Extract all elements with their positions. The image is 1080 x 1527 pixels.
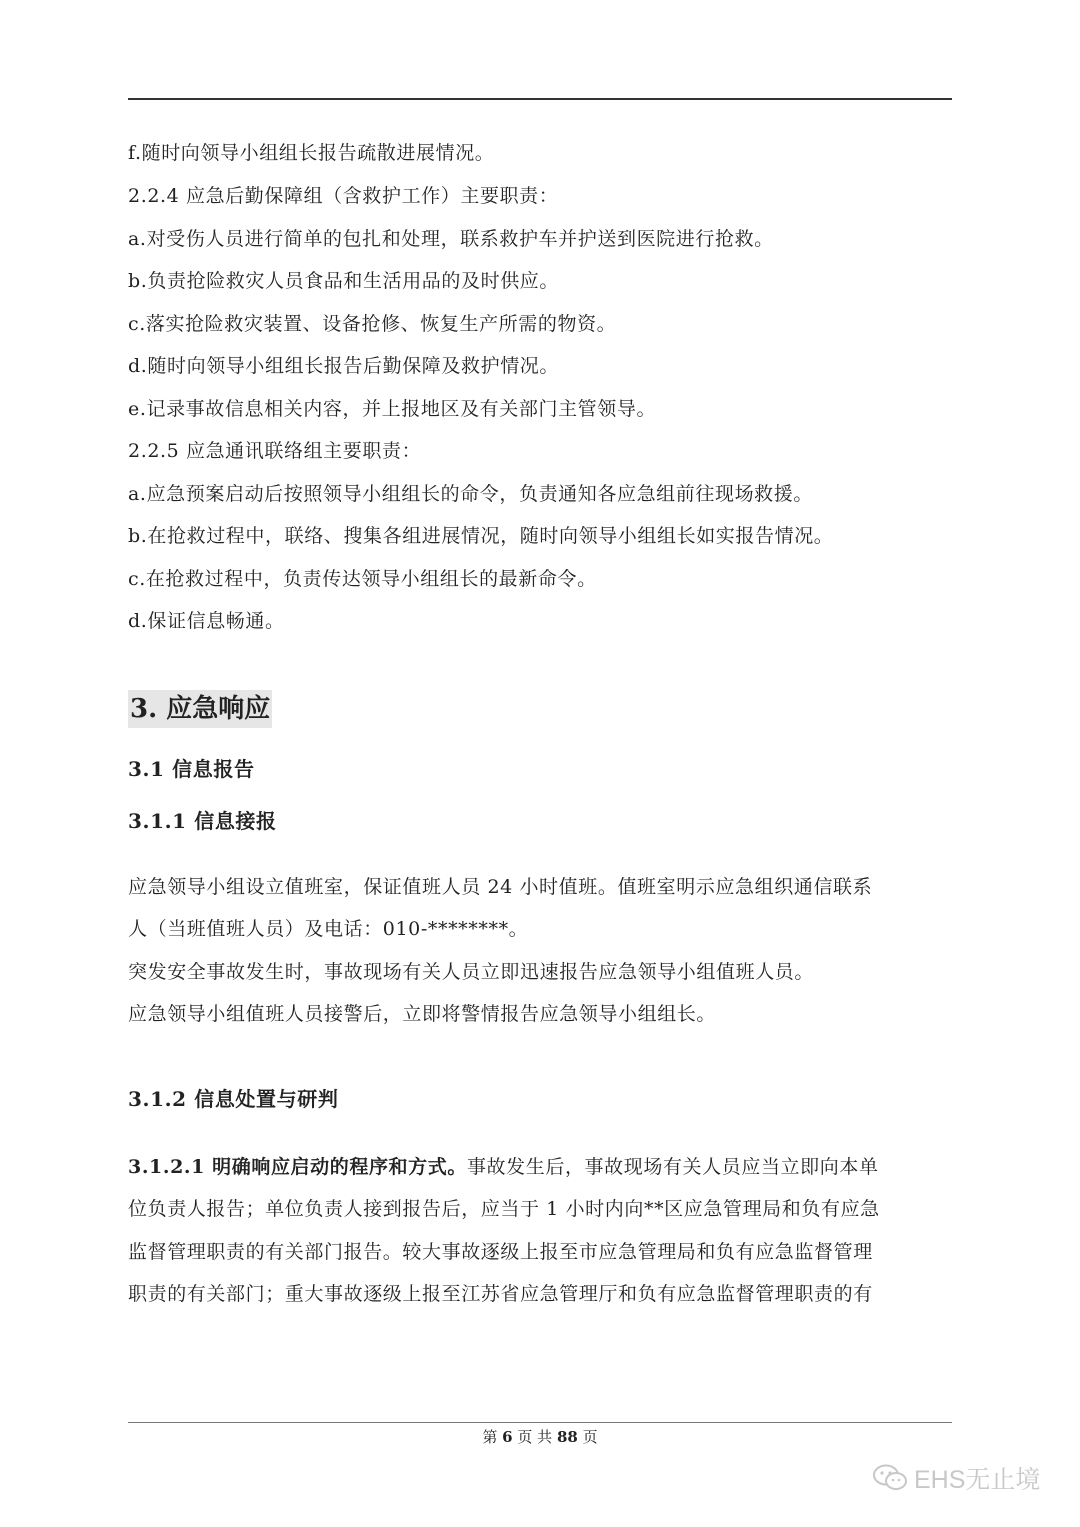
text-line: c.落实抢险救灾装置、设备抢修、恢复生产所需的物资。 xyxy=(128,313,617,335)
text-line: f.随时向领导小组组长报告疏散进展情况。 xyxy=(128,142,495,164)
paragraph-line: 应急领导小组设立值班室，保证值班人员 24 小时值班。值班室明示应急组织通信联系 xyxy=(128,876,873,898)
heading-3-1: 3.1 信息报告 xyxy=(128,757,255,781)
heading-3-1-1: 3.1.1 信息接报 xyxy=(128,809,277,833)
footer-middle: 页 共 xyxy=(517,1428,553,1446)
subheading-2-2-4: 2.2.4 应急后勤保障组（含救护工作）主要职责： xyxy=(128,185,559,207)
header-rule xyxy=(128,98,952,100)
watermark-text: EHS无止境 xyxy=(914,1466,1041,1494)
text-line: c.在抢救过程中，负责传达领导小组组长的最新命令。 xyxy=(128,568,597,590)
total-pages: 88 xyxy=(556,1428,578,1446)
paragraph-line: 应急领导小组值班人员接警后，立即将警情报告应急领导小组组长。 xyxy=(128,1003,717,1025)
inline-bold-heading: 3.1.2.1 明确响应启动的程序和方式。 xyxy=(128,1156,467,1178)
footer-rule xyxy=(128,1422,952,1423)
paragraph-line: 人（当班值班人员）及电话：010-********。 xyxy=(128,918,529,940)
footer-prefix: 第 xyxy=(482,1428,498,1446)
paragraph-line: 位负责人报告；单位负责人接到报告后，应当于 1 小时内向**区应急管理局和负有应急 xyxy=(128,1198,880,1220)
text-line: a.对受伤人员进行简单的包扎和处理，联系救护车并护送到医院进行抢救。 xyxy=(128,228,774,250)
wechat-icon xyxy=(872,1464,908,1492)
page-footer xyxy=(0,1426,1080,1448)
text-line: a.应急预案启动后按照领导小组组长的命令，负责通知各应急组前往现场救援。 xyxy=(128,483,813,505)
text-line: b.在抢救过程中，联络、搜集各组进展情况，随时向领导小组组长如实报告情况。 xyxy=(128,525,834,547)
text-line: b.负责抢险救灾人员食品和生活用品的及时供应。 xyxy=(128,270,560,292)
footer-suffix: 页 xyxy=(582,1428,598,1446)
current-page-number: 6 xyxy=(502,1428,513,1446)
subheading-2-2-5: 2.2.5 应急通讯联络组主要职责： xyxy=(128,440,422,462)
heading-3-1-2: 3.1.2 信息处置与研判 xyxy=(128,1087,339,1111)
paragraph-line: 职责的有关部门；重大事故逐级上报至江苏省应急管理厅和负有应急监督管理职责的有 xyxy=(128,1283,873,1305)
text-line: d.保证信息畅通。 xyxy=(128,610,285,632)
paragraph-line: 监督管理职责的有关部门报告。较大事故逐级上报至市应急管理局和负有应急监督管理 xyxy=(128,1241,873,1263)
paragraph-text: 事故发生后，事故现场有关人员应当立即向本单 xyxy=(466,1156,879,1178)
text-line: d.随时向领导小组组长报告后勤保障及救护情况。 xyxy=(128,355,560,377)
paragraph-line: 突发安全事故发生时，事故现场有关人员立即迅速报告应急领导小组值班人员。 xyxy=(128,961,815,983)
watermark xyxy=(872,1462,1040,1494)
paragraph-line xyxy=(128,1154,879,1180)
text-line: e.记录事故信息相关内容，并上报地区及有关部门主管领导。 xyxy=(128,398,657,420)
section-heading-3: 3. 应急响应 xyxy=(128,690,272,728)
